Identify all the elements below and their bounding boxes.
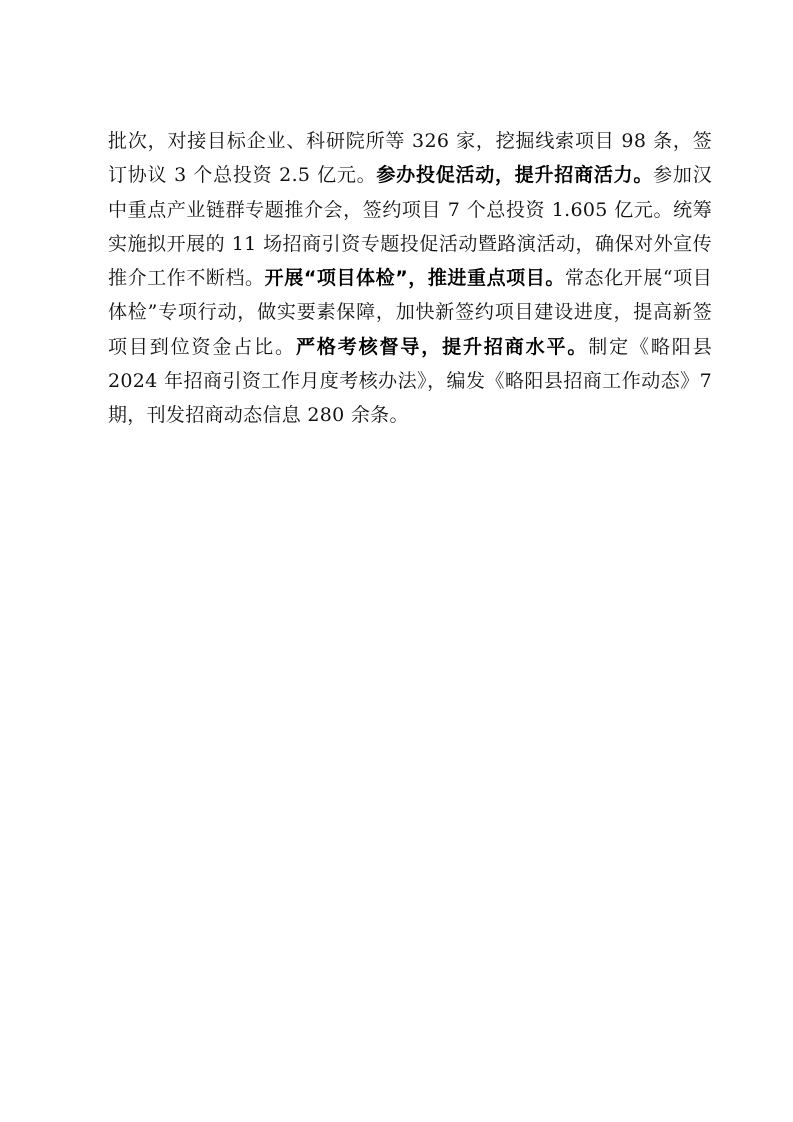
- text-segment: 批次，对接目标企业、科研院所等 326 家，挖掘线索项目 98 条，签订协议 3 个总投资 2.5 亿元。: [108, 130, 712, 187]
- bold-heading-segment: 严格考核督导，提升招商水平。: [295, 335, 589, 358]
- bold-heading-segment: 参办投促活动，提升招商活力。: [376, 164, 654, 187]
- text-segment: 常态化开展“项目体检”专项行动，做实要素保障，加快新签约项目建设进度，提高新签项目到位资金占比。: [108, 267, 712, 358]
- paragraph: [108, 124, 712, 433]
- bold-heading-segment: 开展“项目体检”，推进重点项目。: [264, 267, 565, 290]
- text-segment: 制定《略阳县 2024 年招商引资工作月度考核办法》，编发《略阳县招商工作动态》7 期，刊发招商动态信息 280 余条。: [108, 335, 712, 427]
- body-paragraph: [108, 124, 712, 433]
- text-segment: 参加汉中重点产业链群专题推介会，签约项目 7 个总投资 1.605 亿元。统筹实施拟开展的 11 场招商引资专题投促活动暨路演活动，确保对外宣传推介工作不断档。: [108, 164, 712, 290]
